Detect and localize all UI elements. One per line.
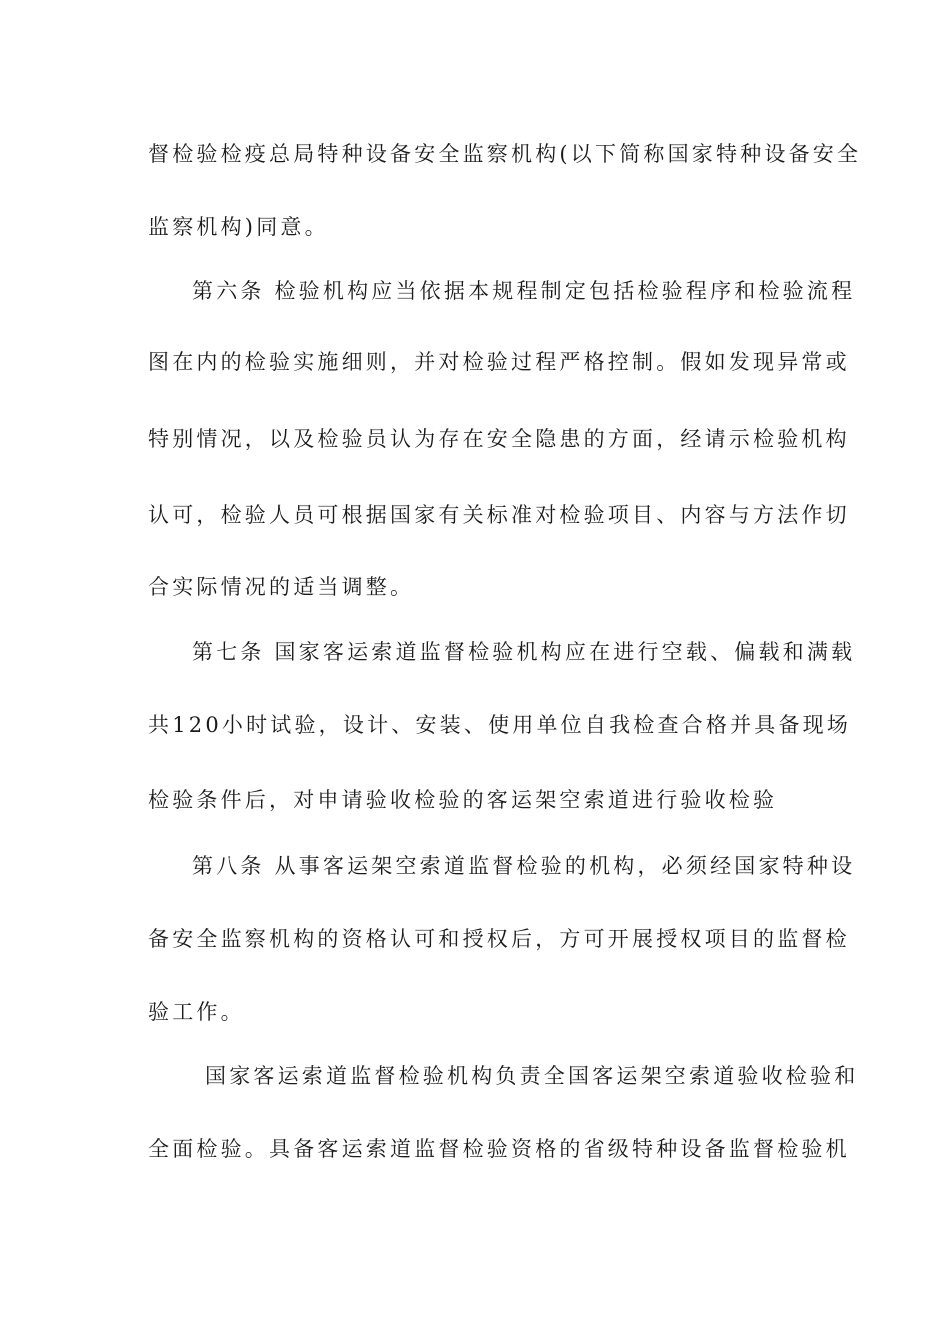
text-line: 图在内的检验实施细则，并对检验过程严格控制。假如发现异常或 (148, 350, 850, 374)
text-line: 认可，检验人员可根据国家有关标准对检验项目、内容与方法作切 (148, 503, 850, 527)
text-line: 备安全监察机构的资格认可和授权后，方可开展授权项目的监督检 (148, 927, 850, 951)
text-line: 督检验检疫总局特种设备安全监察机构(以下简称国家特种设备安全 (148, 142, 862, 166)
text-line: 监察机构)同意。 (148, 215, 329, 239)
text-line: 全面检验。具备客运索道监督检验资格的省级特种设备监督检验机 (148, 1137, 850, 1161)
article-6-heading-line: 第六条 检验机构应当依据本规程制定包括检验程序和检验流程 (192, 279, 856, 303)
article-8-heading-line: 第八条 从事客运架空索道监督检验的机构，必须经国家特种设 (192, 854, 856, 878)
text-line: 合实际情况的适当调整。 (148, 575, 415, 599)
text-line: 检验条件后，对申请验收检验的客运架空索道进行验收检验 (148, 788, 778, 812)
text-line: 特别情况，以及检验员认为存在安全隐患的方面，经请示检验机构 (148, 427, 850, 451)
paragraph-start-line: 国家客运索道监督检验机构负责全国客运架空索道验收检验和 (205, 1064, 859, 1088)
text-line: 共120小时试验，设计、安装、使用单位自我检查合格并具备现场 (148, 713, 852, 737)
text-line: 验工作。 (148, 1000, 245, 1024)
article-7-heading-line: 第七条 国家客运索道监督检验机构应在进行空载、偏载和满载 (192, 640, 856, 664)
